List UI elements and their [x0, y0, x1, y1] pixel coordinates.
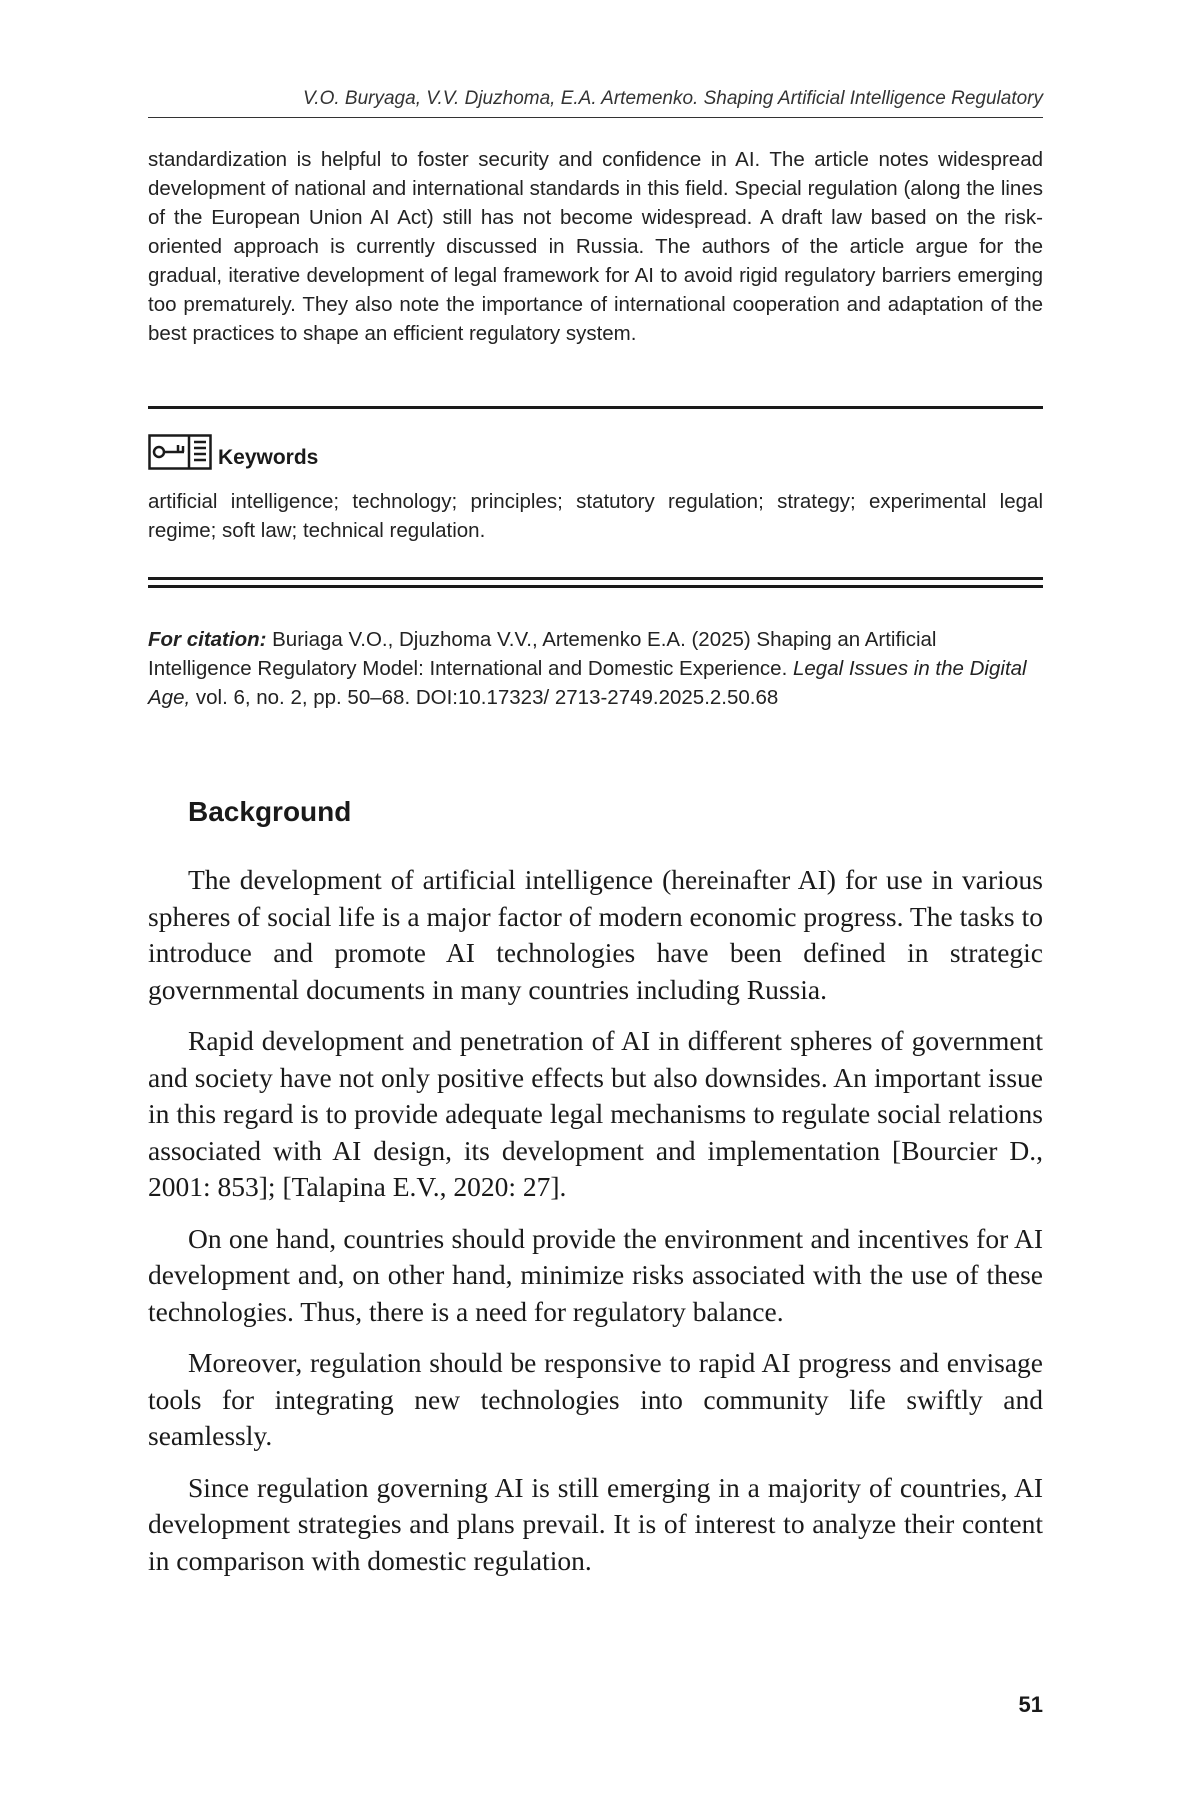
- paragraph: On one hand, countries should provide the environment and incentives for AI development and, on other hand, minimize risks associated with the use of these technologies. Thus, there is a need for regulatory balance.: [148, 1222, 1043, 1327]
- section-title: Background: [188, 796, 352, 827]
- paragraph: Moreover, regulation should be responsive to rapid AI progress and envisage tools for integrating new technologies into community life swiftly and seamlessly.: [148, 1347, 1043, 1451]
- citation-lead: For citation:: [148, 628, 267, 651]
- abstract-continuation: standardization is helpful to foster security and confidence in AI. The article notes widespread development of national and international standards in this field. Special regulation (along the lines of the European Union AI Act) still has not become widespread. A draft law based on the risk-oriented approach is currently discussed in Russia. The authors of the article argue for the gradual, iterative development of legal framework for AI to avoid rigid regulatory barriers emerging too prematurely. They also note the importance of international cooperation and adaptation of the best practices to shape an efficient regulatory system.: [148, 148, 1043, 345]
- citation-journal: Legal Issues in the Digital Age,: [148, 657, 1027, 709]
- citation-authors-title: Buriaga V.O., Djuzhoma V.V., Artemenko E.A. (2025) Shaping an Artificial Intelligence Regulatory Model: International and Domestic Experience.: [148, 628, 937, 680]
- citation-details: vol. 6, no. 2, pp. 50–68. DOI:10.17323/ 2713-2749.2025.2.50.68: [190, 686, 779, 709]
- keywords-heading-row: [148, 434, 318, 470]
- citation-block: [148, 625, 1043, 712]
- paragraph: The development of artificial intelligence (hereinafter AI) for use in various spheres of social life is a major factor of modern economic progress. The tasks to introduce and promote AI technologies have been defined in strategic governmental documents in many countries including Russia.: [148, 864, 1043, 1005]
- double-divider-top: [148, 577, 1043, 580]
- section-divider: [148, 406, 1043, 409]
- key-document-icon: [148, 434, 212, 470]
- header-rule: [148, 117, 1043, 118]
- section-body: [148, 862, 1043, 1594]
- double-divider-bottom: [148, 585, 1043, 588]
- paragraph: Rapid development and penetration of AI in different spheres of government and society have not only positive effects but also downsides. An important issue in this regard is to provide adequate legal mechanisms to regulate social relations associated with AI design, its development and implementation [Bourcier D., 2001: 853]; [Talapina E.V., 2020: 27].: [148, 1025, 1043, 1202]
- running-header: V.O. Buryaga, V.V. Djuzhoma, E.A. Artemenko. Shaping Artificial Intelligence Regulatory: [303, 88, 1043, 109]
- page-number: 51: [1018, 1692, 1043, 1717]
- keywords-list: artificial intelligence; technology; principles; statutory regulation; strategy; experimental legal regime; soft law; technical regulation.: [148, 490, 1043, 542]
- journal-page: [148, 0, 1043, 1801]
- keywords-heading: Keywords: [218, 446, 319, 469]
- paragraph: Since regulation governing AI is still emerging in a majority of countries, AI development strategies and plans prevail. It is of interest to analyze their content in comparison with domestic regulation.: [148, 1471, 1043, 1576]
